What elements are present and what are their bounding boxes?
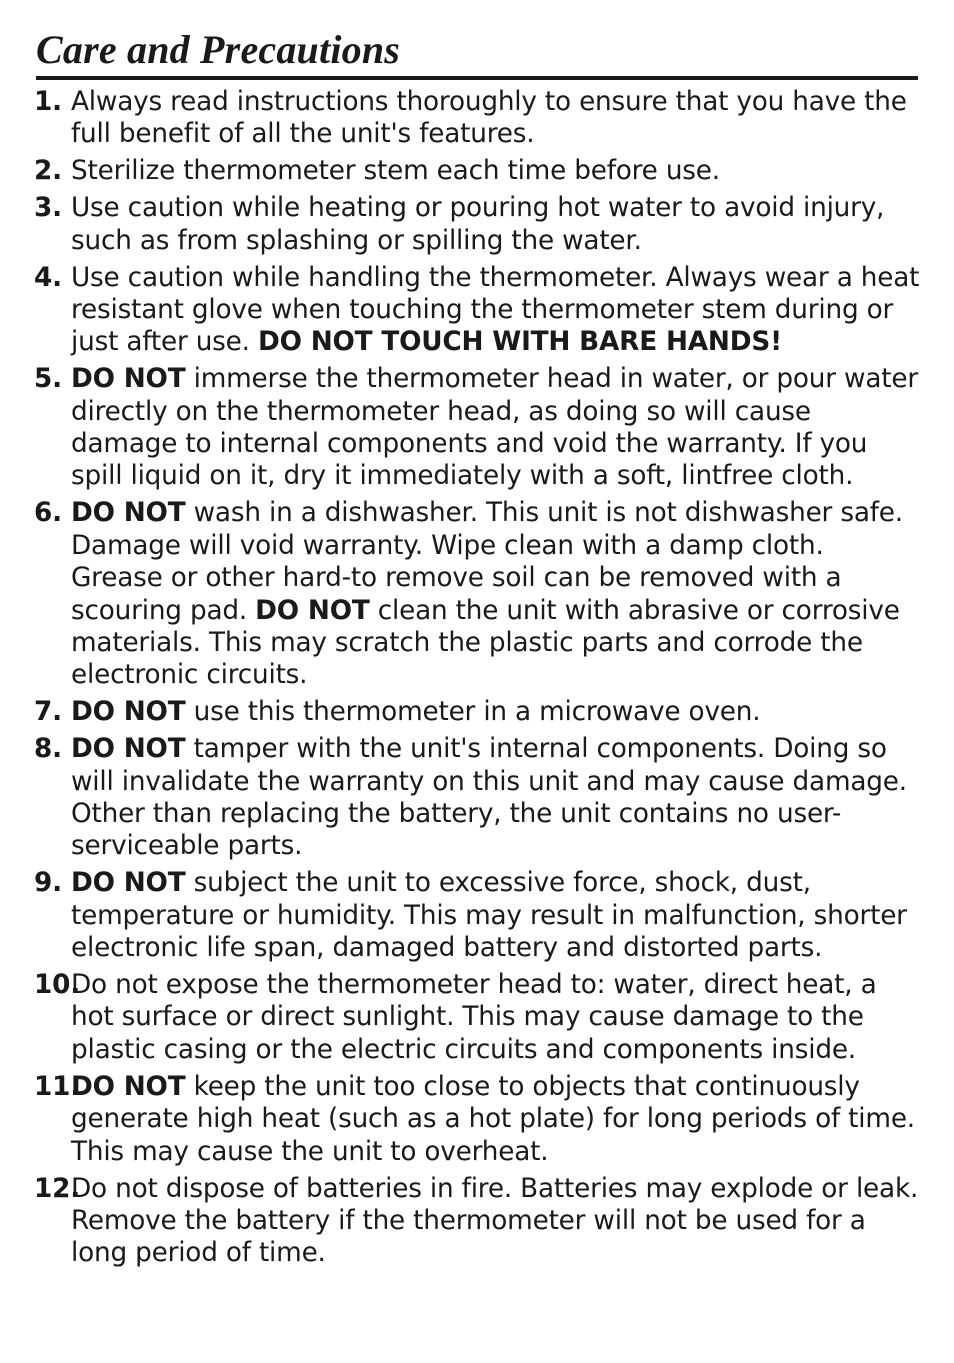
list-item (34, 155, 922, 187)
item-text-continued: clean the unit with abrasive or corrosive materials. This may scratch the plastic parts and corrode the electronic circuits. (71, 595, 900, 691)
list-item (34, 363, 922, 493)
item-number: 2. (34, 156, 62, 187)
item-bold-lead: DO NOT (71, 1071, 186, 1102)
item-text: use this thermometer in a microwave oven. (185, 697, 761, 728)
list-item (34, 696, 922, 728)
item-text: Do not dispose of batteries in fire. Batteries may explode or leak. Remove the battery if the thermometer will not be used for a long period of time. (71, 1173, 919, 1269)
list-item (34, 867, 922, 964)
precautions-list (34, 86, 922, 1274)
item-text: Use caution while handling the thermometer. Always wear a heat resistant glove when touching the thermometer stem during or just after use. (71, 262, 920, 358)
item-number: 3. (34, 193, 62, 224)
list-item (34, 1173, 922, 1270)
item-number: 1. (34, 87, 62, 117)
list-item (34, 86, 922, 151)
item-bold-emphasis: DO NOT (255, 595, 370, 626)
item-text: Sterilize thermometer stem each time before use. (71, 156, 720, 187)
item-number: 10. (34, 970, 80, 1001)
item-number: 8. (34, 734, 62, 765)
item-bold-lead: DO NOT (71, 734, 186, 765)
item-number: 5. (34, 364, 62, 395)
item-bold-lead: DO NOT (71, 364, 186, 395)
list-item (34, 969, 922, 1066)
item-number: 4. (34, 262, 62, 293)
item-number: 12. (34, 1173, 80, 1204)
item-text: Do not expose the thermometer head to: water, direct heat, a hot surface or direct sunlight. This may cause damage to the plastic casing or the electric circuits and components inside. (71, 970, 877, 1065)
item-number: 7. (34, 697, 62, 728)
title-underline (36, 76, 918, 80)
item-text: Use caution while heating or pouring hot water to avoid injury, such as from splashing or spilling the water. (71, 193, 885, 256)
list-item (34, 262, 922, 359)
item-number: 6. (34, 498, 62, 529)
page-title: Care and Precautions (36, 27, 401, 72)
item-bold-lead: DO NOT (71, 498, 186, 529)
item-text: wash in a dishwasher. This unit is not dishwasher safe. Damage will void warranty. Wipe clean with a damp cloth. Grease or other hard-to remove soil can be removed with a scouring pad. (71, 498, 903, 626)
item-text: tamper with the unit's internal components. Doing so will invalidate the warranty on this unit and may cause damage. Other than replacing the battery, the unit contains no user-serviceable parts. (71, 734, 907, 862)
item-bold-lead: DO NOT (71, 697, 186, 728)
list-item (34, 497, 922, 691)
item-number: 9. (34, 868, 62, 899)
item-bold-emphasis: DO NOT TOUCH WITH BARE HANDS! (257, 327, 782, 358)
item-number: 11. (34, 1071, 80, 1102)
list-item (34, 192, 922, 257)
item-text: Always read instructions thoroughly to ensure that you have the full benefit of all the unit's features. (71, 87, 907, 150)
list-item (34, 1071, 922, 1168)
list-item (34, 733, 922, 863)
item-text: subject the unit to excessive force, shock, dust, temperature or humidity. This may result in malfunction, shorter electronic life span, damaged battery and distorted parts. (71, 868, 907, 964)
item-text: keep the unit too close to objects that continuously generate high heat (such as a hot plate) for long periods of time. This may cause the unit to overheat. (71, 1071, 915, 1167)
item-bold-lead: DO NOT (71, 868, 186, 899)
item-text: immerse the thermometer head in water, or pour water directly on the thermometer head, as doing so will cause damage to internal components and void the warranty. If you spill liquid on it, dry it immediately with a soft, lintfree cloth. (71, 364, 918, 492)
